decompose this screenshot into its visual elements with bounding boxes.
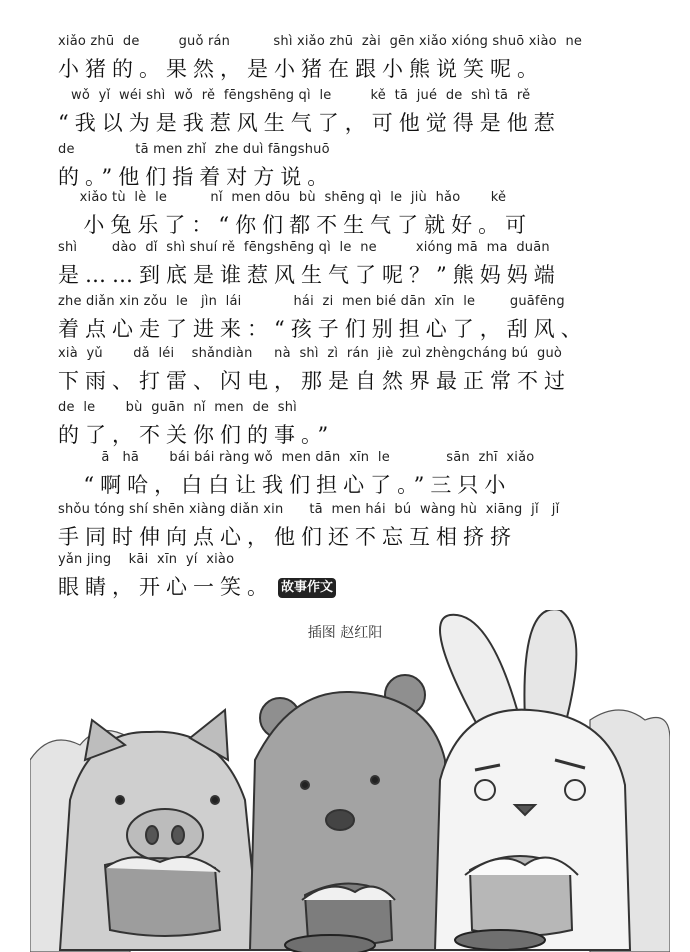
hanzi-line: 小兔乐了：“你们都不生气了就好。可 xyxy=(58,213,533,237)
hanzi-line: 着点心走了进来：“孩子们别担心了，刮风、 xyxy=(58,317,588,341)
pinyin-line: xià yǔ dǎ léi shǎndiàn nà shì zì rán jiè zuì zhèngcháng bú guò xyxy=(58,346,563,361)
pinyin-line: de le bù guān nǐ men de shì xyxy=(58,400,297,415)
pinyin-line: xiǎo zhū de guǒ rán shì xiǎo zhū zài gēn xiǎo xióng shuō xiào ne xyxy=(58,34,583,49)
pinyin-line: ā hā bái bái ràng wǒ men dān xīn le sān zhī xiǎo xyxy=(58,450,535,465)
text-line xyxy=(58,548,638,602)
brand-logo: 故事作文 xyxy=(278,578,336,598)
rabbit-character xyxy=(435,610,630,950)
pinyin-line: yǎn jing kāi xīn yí xiào xyxy=(58,552,235,567)
illustration xyxy=(30,610,670,952)
text-line xyxy=(58,138,638,192)
pig-character xyxy=(60,710,260,950)
pinyin-line: shì dào dǐ shì shuí rě fēngshēng qì le ne xióng mā ma duān xyxy=(58,240,550,255)
bear-character xyxy=(250,675,450,950)
hanzi-line: 的了，不关你们的事。” xyxy=(58,423,335,447)
pinyin-line: de tā men zhǐ zhe duì fāngshuō xyxy=(58,142,330,157)
pinyin-line: shǒu tóng shí shēn xiàng diǎn xin tā men hái bú wàng hù xiāng jǐ jǐ xyxy=(58,502,560,517)
hanzi-line-last xyxy=(58,572,638,602)
hanzi-text: 眼睛，开心一笑。 xyxy=(58,575,274,599)
text-line xyxy=(58,342,638,396)
hanzi-line: “啊哈，白白让我们担心了。”三只小 xyxy=(58,473,512,497)
text-line xyxy=(58,290,638,344)
hanzi-line: “我以为是我惹风生气了，可他觉得是他惹 xyxy=(58,111,561,135)
pinyin-line: zhe diǎn xin zǒu le jìn lái hái zi men bié dān xīn le guāfēng xyxy=(58,294,565,309)
text-line xyxy=(58,84,638,138)
hanzi-line: 手同时伸向点心，他们还不忘互相挤挤 xyxy=(58,525,517,549)
hanzi-line: 是……到底是谁惹风生气了呢？”熊妈妈端 xyxy=(58,263,561,287)
text-line xyxy=(58,498,638,552)
text-line xyxy=(58,186,638,240)
text-line xyxy=(58,236,638,290)
text-line xyxy=(58,30,638,84)
pinyin-line: wǒ yǐ wéi shì wǒ rě fēngshēng qì le kě tā jué de shì tā rě xyxy=(58,88,531,103)
text-line xyxy=(58,396,638,450)
illustration-credit: 插图 赵红阳 xyxy=(307,625,383,641)
hanzi-line: 下雨、打雷、闪电，那是自然界最正常不过 xyxy=(58,369,571,393)
text-line xyxy=(58,446,638,500)
pinyin-line: xiǎo tù lè le nǐ men dōu bù shēng qì le jiù hǎo kě xyxy=(58,190,507,205)
hanzi-line: 的。”他们指着对方说。 xyxy=(58,165,335,189)
hanzi-line: 小猪的。果然，是小猪在跟小熊说笑呢。 xyxy=(58,57,544,81)
